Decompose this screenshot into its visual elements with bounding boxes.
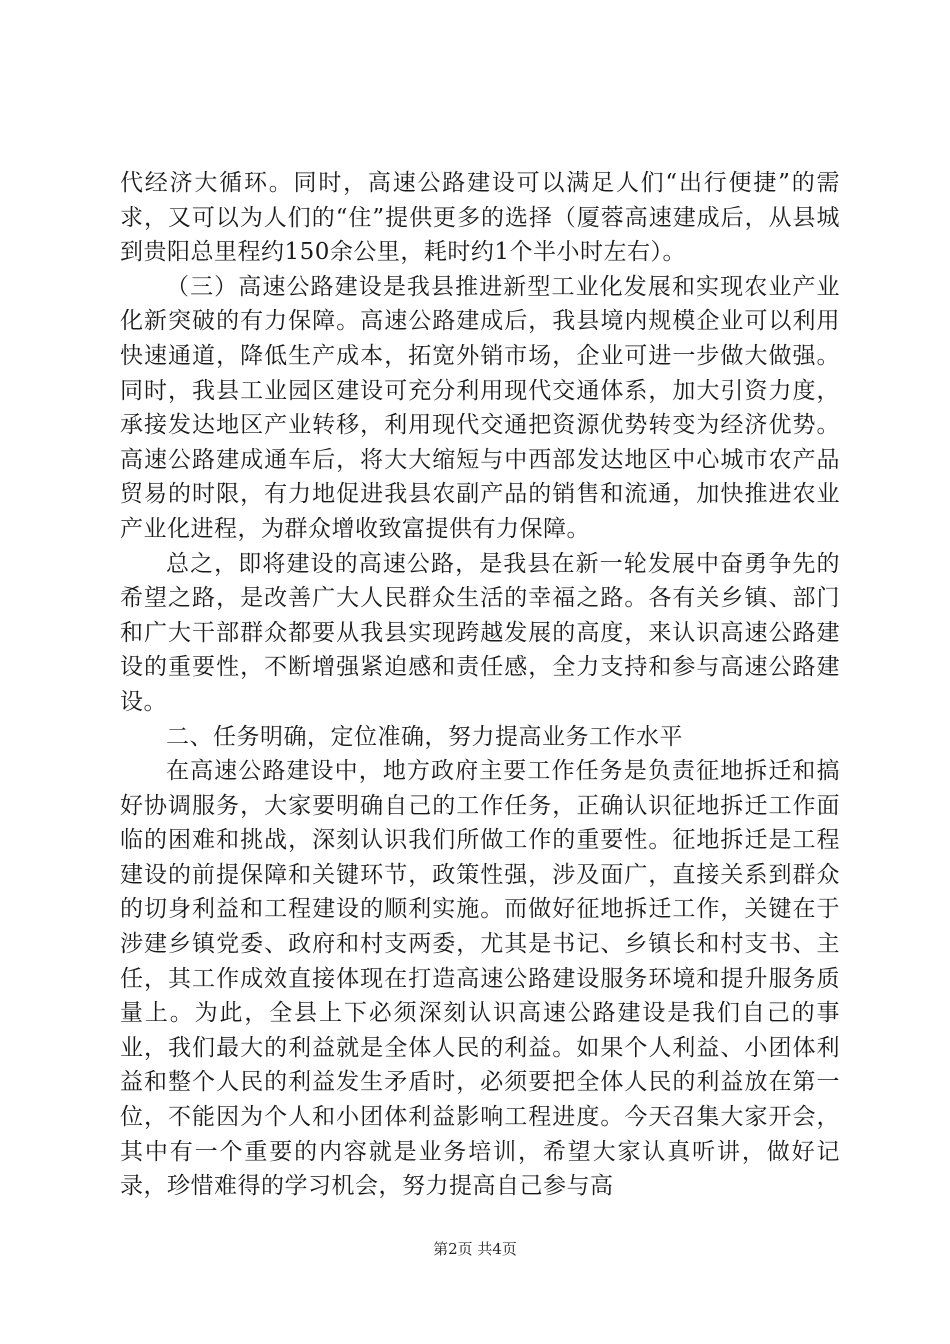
section-heading: 二、任务明确，定位准确，努力提高业务工作水平 — [166, 723, 683, 750]
document-body — [120, 166, 840, 1204]
paragraph-2: （三）高速公路建设是我县推进新型工业化发展和实现农业产业化新突破的有力保障。高速公路建成后，我县境内规模企业可以利用快速通道，降低生产成本，拓宽外销市场，企业可进一步做大做强。同时，我县工业园区建设可充分利用现代交通体系，加大引资力度，承接发达地区产业转移，利用现代交通把资源优势转变为经济优势。高速公路建成通车后，将大大缩短与中西部发达地区中心城市农产品贸易的时限，有力地促进我县农副产品的销售和流通，加快推进农业产业化进程，为群众增收致富提供有力保障。 — [120, 273, 840, 542]
paragraph-3: 总之，即将建设的高速公路，是我县在新一轮发展中奋勇争先的希望之路，是改善广大人民群众生活的幸福之路。各有关乡镇、部门和广大干部群众都要从我县实现跨越发展的高度，来认识高速公路建设的重要性，不断增强紧迫感和责任感，全力支持和参与高速公路建设。 — [120, 550, 840, 715]
paragraph-5: 在高速公路建设中，地方政府主要工作任务是负责征地拆迁和搞好协调服务，大家要明确自己的工作任务，正确认识征地拆迁工作面临的困难和挑战，深刻认识我们所做工作的重要性。征地拆迁是工程建设的前提保障和关键环节，政策性强，涉及面广，直接关系到群众的切身利益和工程建设的顺利实施。而做好征地拆迁工作，关键在于涉建乡镇党委、政府和村支两委，尤其是书记、乡镇长和村支书、主任，其工作成效直接体现在打造高速公路建设服务环境和提升服务质量上。为此，全县上下必须深刻认识高速公路建设是我们自己的事业，我们最大的利益就是全体人民的利益。如果个人利益、小团体利益和整个人民的利益发生矛盾时，必须要把全体人民的利益放在第一位，不能因为个人和小团体利益影响工程进度。今天召集大家开会，其中有一个重要的内容就是业务培训，希望大家认真听讲，做好记录，珍惜难得的学习机会，努力提高自己参与高 — [120, 758, 840, 1200]
paragraph-1: 代经济大循环。同时，高速公路建设可以满足人们“出行便捷”的需求，又可以为人们的“住”提供更多的选择（厦蓉高速建成后，从县城到贵阳总里程约150余公里，耗时约1个半小时左右）。 — [120, 170, 840, 266]
page-footer: 第2页 共4页 — [433, 1240, 517, 1258]
